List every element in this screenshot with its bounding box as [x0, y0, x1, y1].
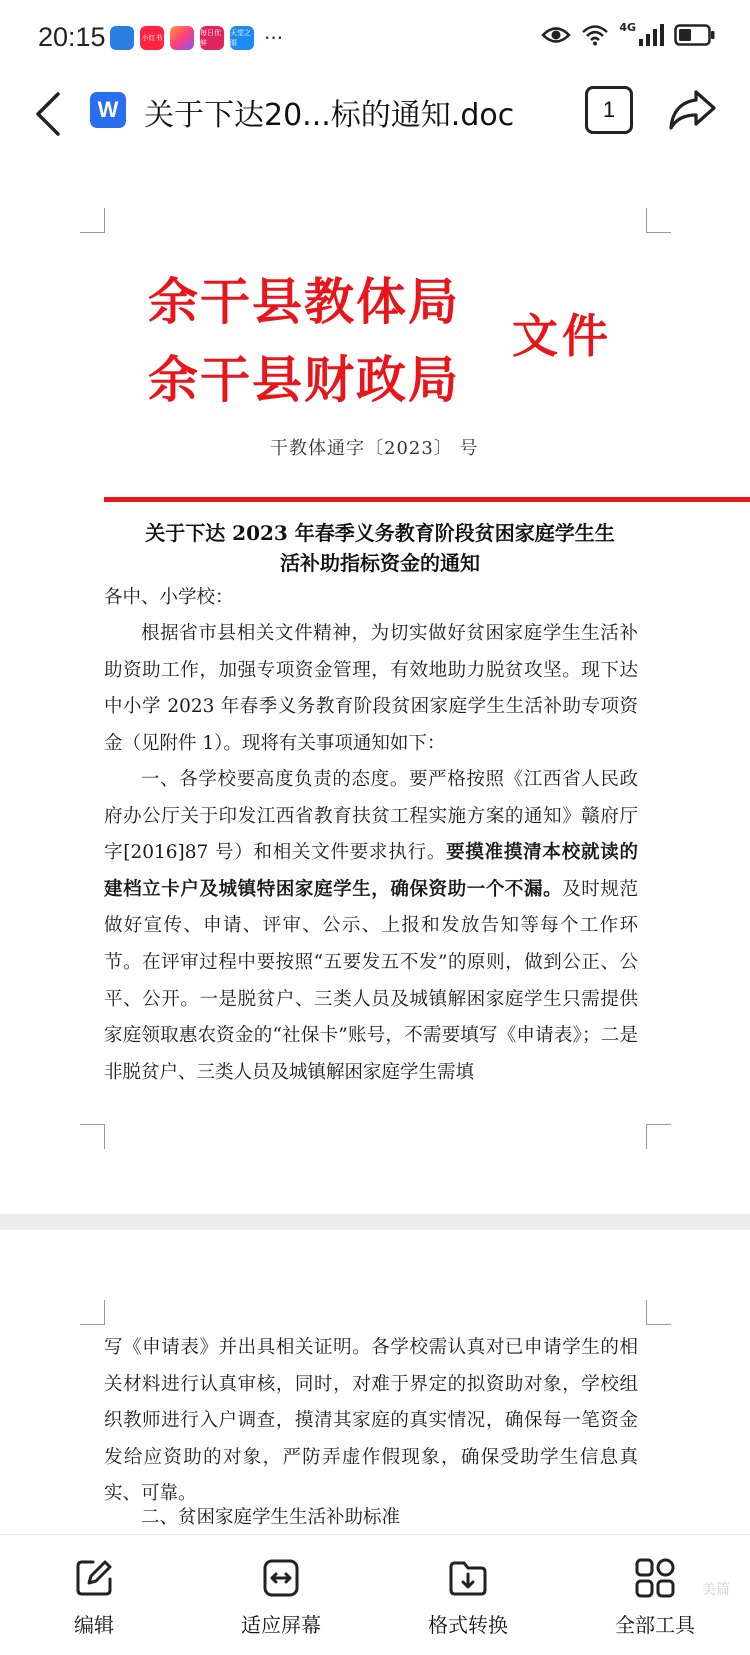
status-bar	[0, 0, 750, 78]
edit-label: 编辑	[74, 1613, 114, 1637]
format-convert-button[interactable]	[398, 1557, 538, 1638]
back-arrow-icon[interactable]	[28, 88, 68, 140]
page-corner-mark	[80, 1124, 105, 1149]
status-app-icons	[110, 26, 283, 50]
xiaohongshu-icon: 小红书	[140, 26, 164, 50]
status-indicators	[541, 20, 716, 46]
fit-screen-icon	[260, 1557, 302, 1599]
edit-button[interactable]	[24, 1557, 164, 1638]
folder-download-icon	[447, 1557, 489, 1599]
paragraph-bold-text: 要摸准摸清本校就读的建档立卡户及城镇特困家庭学生，确保资助一个不漏。	[104, 842, 638, 900]
page-corner-mark	[80, 208, 105, 233]
apps-grid-icon	[634, 1557, 676, 1599]
paragraph-text: 一、各学校要高度负责的态度。要严格按照《江西省人民政府办公厅关于印发江西省教育扶贫工程实施方案的通知》赣府厅字[2016]87 号）和相关文件要求执行。	[104, 769, 638, 864]
document-viewport[interactable]	[0, 152, 750, 1534]
all-tools-label: 全部工具	[615, 1613, 695, 1637]
title-bar	[0, 78, 750, 153]
page-gap	[0, 1214, 750, 1230]
status-time: 20:15	[38, 22, 106, 52]
share-icon[interactable]	[668, 88, 718, 132]
section-heading-two: 二、贫困家庭学生生活补助标准	[141, 1507, 401, 1528]
issuer-org-line-2: 余干县财政局	[148, 351, 460, 409]
red-divider-line	[104, 497, 750, 502]
app-notification-icon: 天堂之眼	[230, 26, 254, 50]
app-notification-icon: 每日优鲜	[200, 26, 224, 50]
heading-line-2: 活补助指标资金的通知	[280, 551, 480, 575]
issuer-org-line-1: 余干县教体局	[148, 273, 460, 331]
signal-icon	[638, 24, 664, 46]
notice-heading	[110, 518, 650, 578]
page-corner-mark	[80, 1300, 105, 1325]
document-page-1	[0, 152, 750, 1214]
watermark: 美篇	[702, 1582, 730, 1598]
eye-icon	[541, 25, 571, 45]
document-title: 关于下达20...标的通知.doc	[144, 98, 515, 133]
battery-icon	[674, 24, 716, 46]
document-number: 干教体通字〔2023〕 号	[270, 438, 479, 459]
paragraph-continued: 写《申请表》并出具相关证明。各学校需认真对已申请学生的相关材料进行认真审核，同时，对难于界定的拟资助对象，学校组织教师进行入户调查，摸清其家庭的真实情况，确保每一笔资金发给应资助的对象，严防弄虚作假现象，确保受助学生信息真实、可靠。	[104, 1337, 638, 1505]
paragraph-item-one	[104, 762, 638, 1091]
paragraph-intro: 根据省市县相关文件精神，为切实做好贫困家庭学生生活补助资助工作，加强专项资金管理，有效地助力脱贫攻坚。现下达中小学 2023 年春季义务教育阶段贫困家庭学生生活补助专项资金（见附件 1）。现将有关事项通知如下：	[104, 623, 638, 754]
page-corner-mark	[646, 1300, 671, 1325]
app-notification-icon	[170, 26, 194, 50]
edit-icon	[73, 1557, 115, 1599]
fit-screen-button[interactable]	[211, 1557, 351, 1638]
heading-line-1: 关于下达 2023 年春季义务教育阶段贫困家庭学生生	[145, 521, 615, 545]
salutation: 各中、小学校：	[104, 587, 234, 608]
page-count-button[interactable]: 1	[585, 86, 633, 134]
network-type: 4G	[619, 20, 636, 34]
format-convert-label: 格式转换	[428, 1613, 508, 1637]
page-corner-mark	[646, 208, 671, 233]
app-notification-icon	[110, 26, 134, 50]
page-corner-mark	[646, 1124, 671, 1149]
bottom-toolbar	[0, 1534, 750, 1655]
document-page-2	[0, 1230, 750, 1534]
word-doc-icon: W	[90, 92, 126, 128]
paragraph-text: 及时规范做好宣传、申请、评审、公示、上报和发放告知等每个工作环节。在评审过程中要按照“五要发五不发”的原则，做到公正、公平、公开。一是脱贫户、三类人员及城镇解困家庭学生只需提供家庭领取惠农资金的“社保卡”账号，不需要填写《申请表》；二是非脱贫户、三类人员及城镇解困家庭学生需填	[104, 878, 638, 1083]
more-notifications-icon: ···	[264, 26, 284, 50]
wifi-icon	[581, 24, 609, 46]
fit-screen-label: 适应屏幕	[241, 1613, 321, 1637]
file-label: 文件	[512, 309, 612, 363]
